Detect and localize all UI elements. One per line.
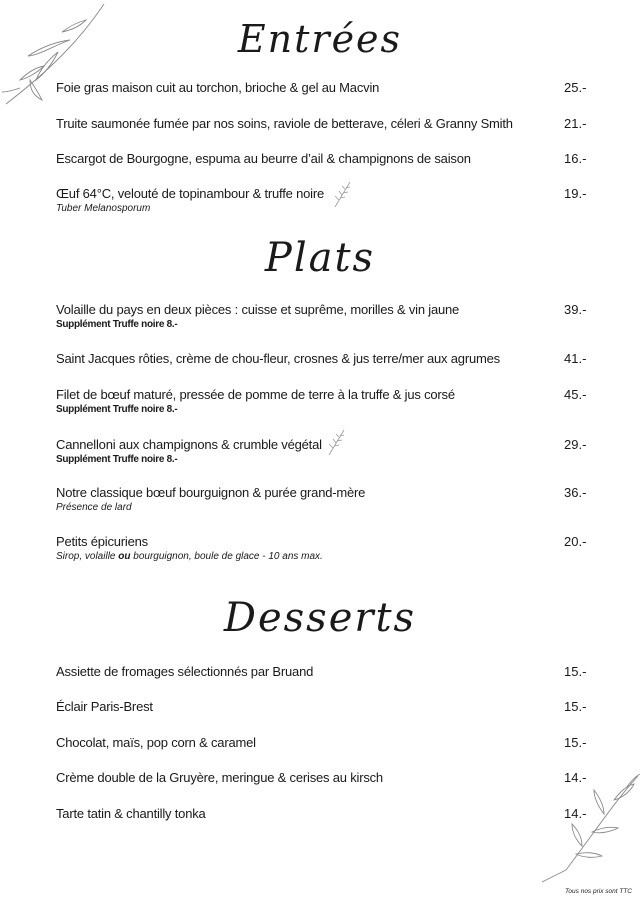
item-name: Filet de bœuf maturé, pressée de pomme de terre à la truffe & jus corsé [56, 387, 455, 402]
item-name: Cannelloni aux champignons & crumble végétal [56, 437, 322, 452]
item-price: 36.- [564, 485, 587, 500]
item-name: Assiette de fromages sélectionnés par Bruand [56, 664, 314, 679]
menu-item [56, 80, 626, 96]
section-title-desserts: Desserts [223, 595, 417, 641]
item-name: Truite saumonée fumée par nos soins, raviole de betterave, céleri & Granny Smith [56, 116, 513, 131]
item-note: Tuber Melanosporum [56, 203, 151, 214]
menu-item [56, 770, 626, 786]
item-price: 41.- [564, 351, 587, 366]
item-price: 14.- [564, 806, 587, 821]
menu-item [56, 534, 626, 563]
leaf-sprig-icon [333, 180, 353, 208]
menu-item [56, 302, 626, 331]
item-name: Notre classique bœuf bourguignon & purée grand-mère [56, 485, 366, 500]
item-name: Foie gras maison cuit au torchon, brioche & gel au Macvin [56, 80, 380, 95]
item-note [56, 550, 626, 563]
item-price: 20.- [564, 534, 587, 549]
menu-item [56, 351, 626, 367]
item-note-part: Sirop, volaille [56, 551, 119, 562]
menu-item [56, 151, 626, 167]
leaf-sprig-icon [327, 428, 347, 456]
item-price: 21.- [564, 116, 587, 131]
menu-item [56, 806, 626, 822]
item-note: Présence de lard [56, 502, 132, 513]
item-price: 29.- [564, 437, 587, 452]
menu-item [56, 664, 626, 680]
item-supplement: Supplément Truffe noire 8.- [56, 454, 178, 465]
item-supplement: Supplément Truffe noire 8.- [56, 404, 178, 415]
item-name: Saint Jacques rôties, crème de chou-fleur, crosnes & jus terre/mer aux agrumes [56, 351, 500, 366]
item-supplement: Supplément Truffe noire 8.- [56, 319, 178, 330]
section-title-entrees: Entrées [237, 17, 403, 61]
item-note-part: bourguignon, boule de glace - 10 ans max. [130, 551, 323, 562]
item-name: Chocolat, maïs, pop corn & caramel [56, 735, 256, 750]
item-price: 19.- [564, 186, 587, 201]
menu-item [56, 485, 626, 514]
leaf-branch-icon-bottom-right [536, 770, 640, 885]
item-name: Petits épicuriens [56, 534, 148, 549]
item-price: 15.- [564, 735, 587, 750]
menu-item [56, 116, 626, 132]
menu-item [56, 735, 626, 751]
item-name: Escargot de Bourgogne, espuma au beurre d’ail & champignons de saison [56, 151, 471, 166]
item-price: 15.- [564, 699, 587, 714]
item-name: Éclair Paris-Brest [56, 699, 153, 714]
item-note-emphasis: ou [118, 551, 131, 562]
item-name: Crème double de la Gruyère, meringue & cerises au kirsch [56, 770, 383, 785]
item-name: Tarte tatin & chantilly tonka [56, 806, 206, 821]
item-price: 14.- [564, 770, 587, 785]
item-price: 15.- [564, 664, 587, 679]
item-price: 45.- [564, 387, 587, 402]
footer-note: Tous nos prix sont TTC [565, 888, 632, 895]
item-price: 16.- [564, 151, 587, 166]
menu-item [56, 387, 626, 416]
item-price: 39.- [564, 302, 587, 317]
section-title-plats: Plats [264, 235, 376, 281]
menu-item [56, 699, 626, 715]
item-name: Volaille du pays en deux pièces : cuisse et suprême, morilles & vin jaune [56, 302, 460, 317]
item-price: 25.- [564, 80, 587, 95]
item-name: Œuf 64°C, velouté de topinambour & truffe noire [56, 186, 324, 201]
